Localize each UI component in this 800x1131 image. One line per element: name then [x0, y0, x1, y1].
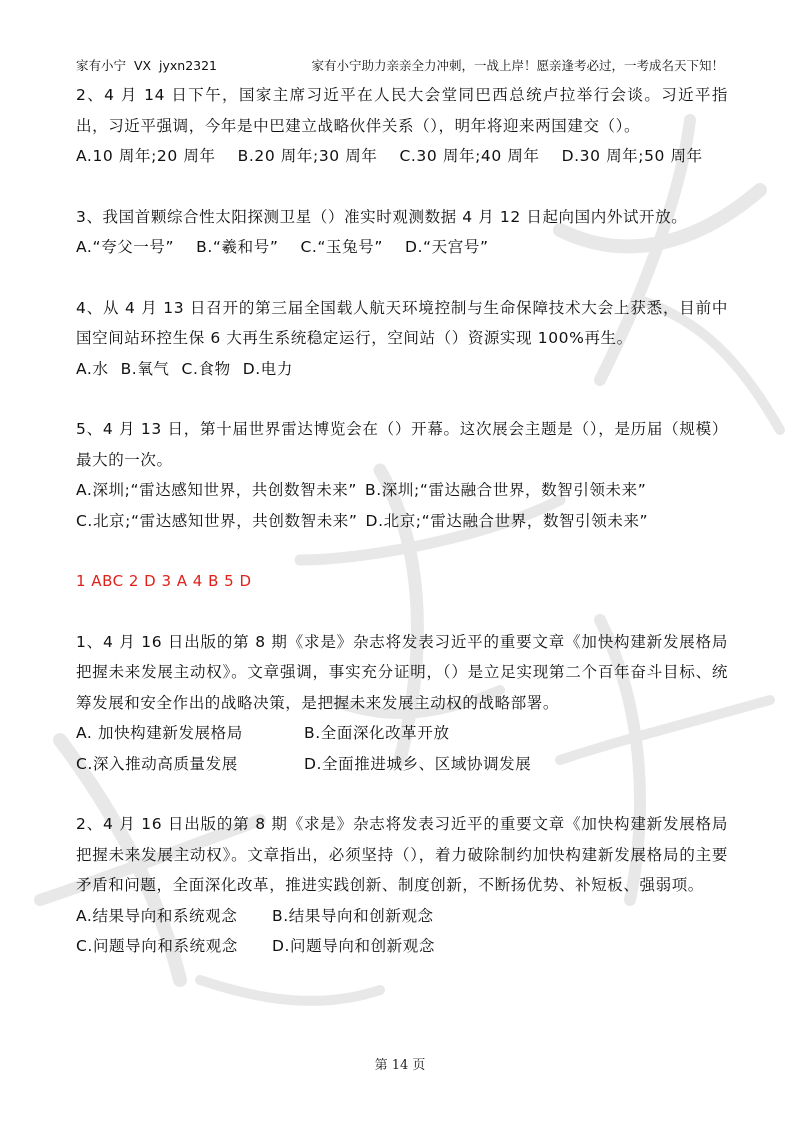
question-block: [76, 809, 728, 962]
options-row: [76, 506, 728, 537]
option-c: C.问题导向和系统观念: [76, 937, 238, 955]
option-b: B.深圳;“雷达融合世界，数智引领未来”: [365, 481, 647, 499]
header-right-slogan: 家有小宁助力亲亲全力冲刺，一战上岸！愿亲逢考必过，一考成名天下知！: [311, 58, 724, 73]
document-body: [76, 80, 728, 962]
options-row: [76, 749, 728, 780]
question-text: 2、4 月 14 日下午，国家主席习近平在人民大会堂同巴西总统卢拉举行会谈。习近平指出，习近平强调，今年是中巴建立战略伙伴关系（），明年将迎来两国建交（）。: [76, 86, 728, 135]
question-block: [76, 80, 728, 172]
option-b: B.20 周年;30 周年: [237, 147, 378, 165]
options-row: [76, 354, 728, 385]
question-block: [76, 627, 728, 780]
option-c: C.北京;“雷达感知世界，共创数智未来”: [76, 511, 358, 530]
option-a: A.结果导向和系统观念: [76, 906, 238, 925]
option-d: D.问题导向和创新观念: [272, 937, 435, 955]
option-a: A. 加快构建新发展格局: [76, 724, 243, 742]
option-d: D.电力: [242, 359, 293, 378]
page-number: 第 14 页: [374, 1058, 426, 1073]
option-d: D.全面推进城乡、区域协调发展: [304, 754, 532, 773]
answer-key: 1 ABC 2 D 3 A 4 B 5 D: [76, 572, 252, 590]
options-row: [76, 901, 728, 932]
option-d: D.30 周年;50 周年: [561, 147, 703, 165]
options-row: [76, 475, 728, 506]
options-row: [76, 232, 728, 263]
option-d: D.北京;“雷达融合世界，数智引领未来”: [365, 511, 649, 530]
option-c: C.“玉兔号”: [300, 238, 383, 256]
question-block: [76, 202, 728, 263]
option-c: C.深入推动高质量发展: [76, 754, 238, 773]
question-text: 4、从 4 月 13 日召开的第三届全国载人航天环境控制与生命保障技术大会上获悉，目前中国空间站环控生保 6 大再生系统稳定运行，空间站（）资源实现 100%再生。: [76, 298, 728, 347]
option-a: A.“夸父一号”: [76, 238, 175, 256]
options-row: [76, 931, 728, 962]
question-text: 2、4 月 16 日出版的第 8 期《求是》杂志将发表习近平的重要文章《加快构建新发展格局 把握未来发展主动权》。文章指出，必须坚持（），着力破除制约加快构建新发展格局的主要矛盾和问题，全面深化改革，推进实践创新、制度创新，不断扬优势、补短板、强弱项。: [76, 815, 728, 894]
options-row: [76, 141, 728, 172]
question-text: 1、4 月 16 日出版的第 8 期《求是》杂志将发表习近平的重要文章《加快构建新发展格局 把握未来发展主动权》。文章强调，事实充分证明，（）是立足实现第二个百年奋斗目标、统筹发展和安全作出的战略决策，是把握未来发展主动权的战略部署。: [76, 632, 728, 712]
question-block: [76, 293, 728, 385]
question-text: 3、我国首颗综合性太阳探测卫星（）准实时观测数据 4 月 12 日起向国内外试开放。: [76, 207, 688, 226]
question-block: [76, 414, 728, 536]
question-text: 5、4 月 13 日，第十届世界雷达博览会在（）开幕。这次展会主题是（），是历届（规模）最大的一次。: [76, 420, 728, 469]
option-b: B.“羲和号”: [196, 238, 279, 256]
option-b: B.全面深化改革开放: [304, 724, 450, 742]
option-c: C.30 周年;40 周年: [399, 147, 540, 165]
option-a: A.10 周年;20 周年: [76, 147, 216, 165]
option-b: B.氧气: [120, 359, 170, 378]
option-b: B.结果导向和创新观念: [272, 906, 434, 925]
options-row: [76, 718, 728, 749]
option-a: A.深圳;“雷达感知世界，共创数智未来”: [76, 481, 358, 499]
option-a: A.水: [76, 359, 109, 378]
option-c: C.食物: [181, 359, 231, 378]
option-d: D.“天宫号”: [404, 238, 489, 256]
page-header: [76, 56, 724, 76]
header-left-text: 家有小宁 VX jyxn2321: [76, 58, 218, 73]
